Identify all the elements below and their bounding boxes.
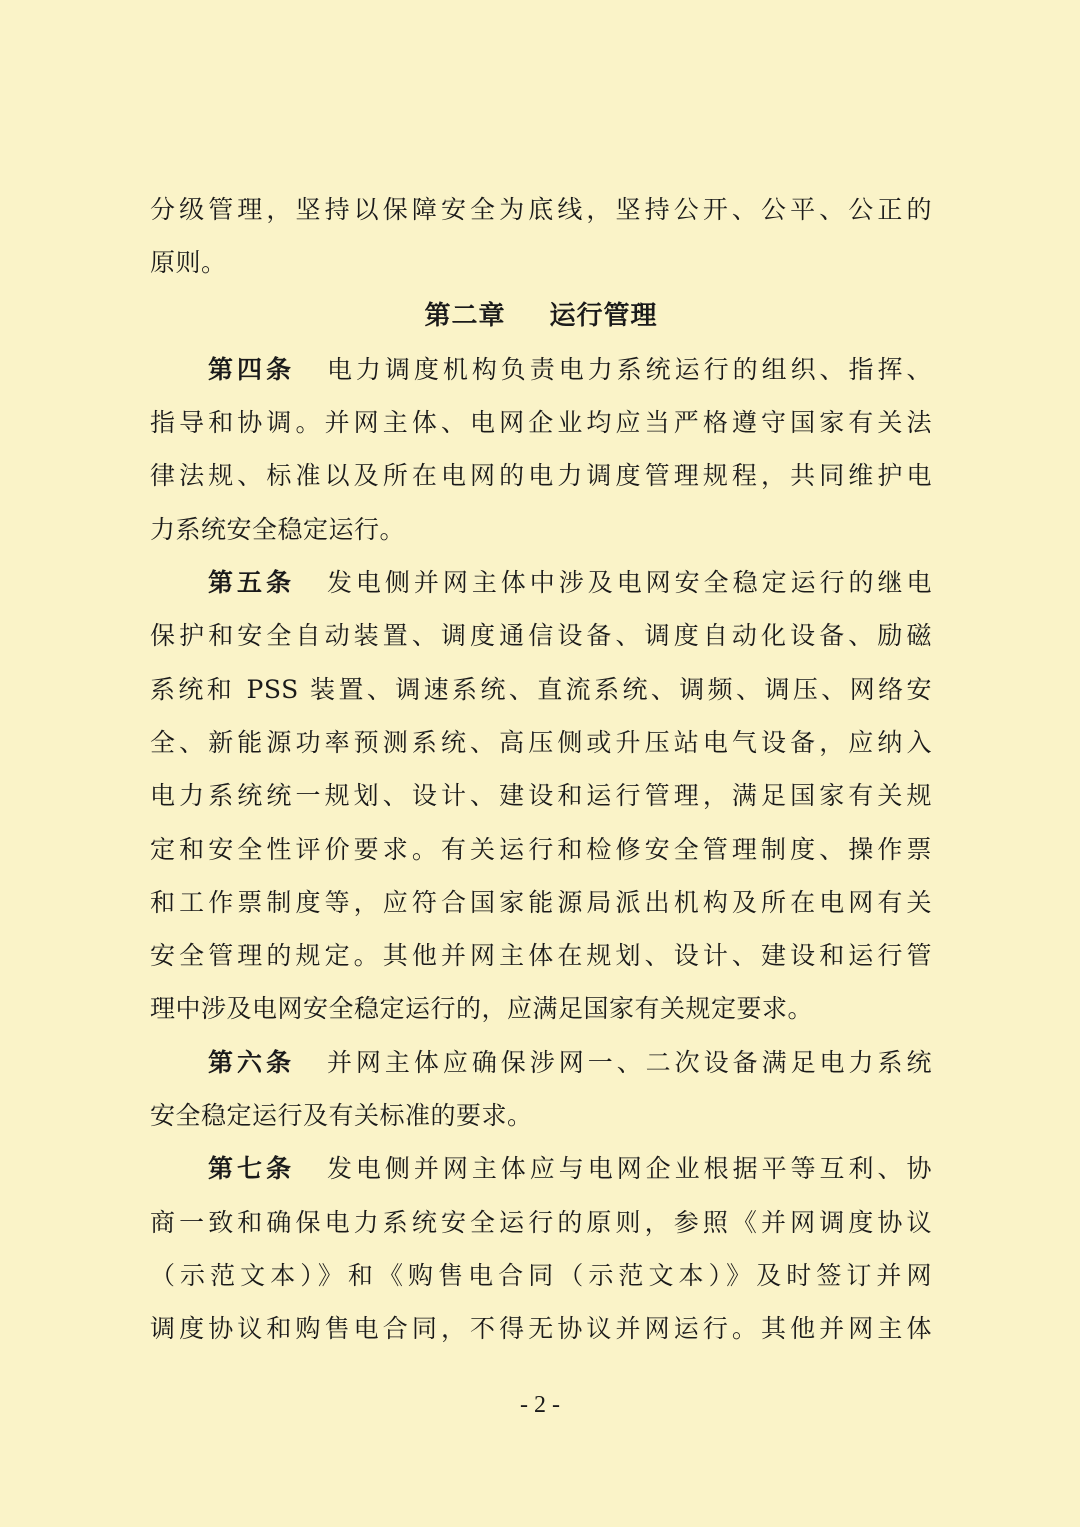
- text-line: 定和安全性评价要求。有关运行和检修安全管理制度、操作票: [150, 834, 932, 864]
- article-first-line: 第四条 电力调度机构负责电力系统运行的组织、指挥、: [208, 354, 932, 384]
- article-label: 第四条: [208, 354, 295, 384]
- text-line: 系统和 PSS 装置、调速系统、直流系统、调频、调压、网络安: [150, 674, 932, 704]
- text-line: 安全稳定运行及有关标准的要求。: [150, 1101, 533, 1131]
- text-line: 保护和安全自动装置、调度通信设备、调度自动化设备、励磁: [150, 621, 932, 651]
- article-label: 第七条: [208, 1154, 295, 1184]
- text-line: 安全管理的规定。其他并网主体在规划、设计、建设和运行管: [150, 941, 932, 971]
- chapter-heading: [150, 290, 932, 343]
- article-first-line: 第六条 并网主体应确保涉网一、二次设备满足电力系统: [208, 1047, 932, 1077]
- text-line: （示范文本）》和《购售电合同（示范文本）》及时签订并网: [150, 1260, 932, 1290]
- article-label: 第五条: [208, 568, 295, 598]
- text-line: 和工作票制度等，应符合国家能源局派出机构及所在电网有关: [150, 887, 932, 917]
- chapter-title: 运行管理: [549, 300, 658, 331]
- text-line: 力系统安全稳定运行。: [150, 514, 406, 544]
- text-line: 全、新能源功率预测系统、高压侧或升压站电气设备，应纳入: [150, 727, 932, 757]
- page-number: - 2 -: [520, 1392, 560, 1418]
- document-body: [150, 183, 932, 1356]
- text-line: 原则。: [150, 248, 227, 278]
- text-line: 指导和协调。并网主体、电网企业均应当严格遵守国家有关法: [150, 408, 932, 438]
- text-line: 分级管理，坚持以保障安全为底线，坚持公开、公平、公正的: [150, 195, 932, 224]
- text-line: 调度协议和购售电合同，不得无协议并网运行。其他并网主体: [150, 1314, 932, 1344]
- text-line: 律法规、标准以及所在电网的电力调度管理规程，共同维护电: [150, 461, 932, 491]
- text-line: 理中涉及电网安全稳定运行的，应满足国家有关规定要求。: [150, 994, 814, 1024]
- chapter-number: 第二章: [424, 300, 506, 331]
- article-label: 第六条: [208, 1047, 295, 1077]
- article-first-line: 第五条 发电侧并网主体中涉及电网安全稳定运行的继电: [208, 568, 932, 598]
- text-line: 电力系统统一规划、设计、建设和运行管理，满足国家有关规: [150, 781, 932, 811]
- article-first-line: 第七条 发电侧并网主体应与电网企业根据平等互利、协: [208, 1154, 932, 1184]
- text-line: 商一致和确保电力系统安全运行的原则，参照《并网调度协议: [150, 1207, 932, 1237]
